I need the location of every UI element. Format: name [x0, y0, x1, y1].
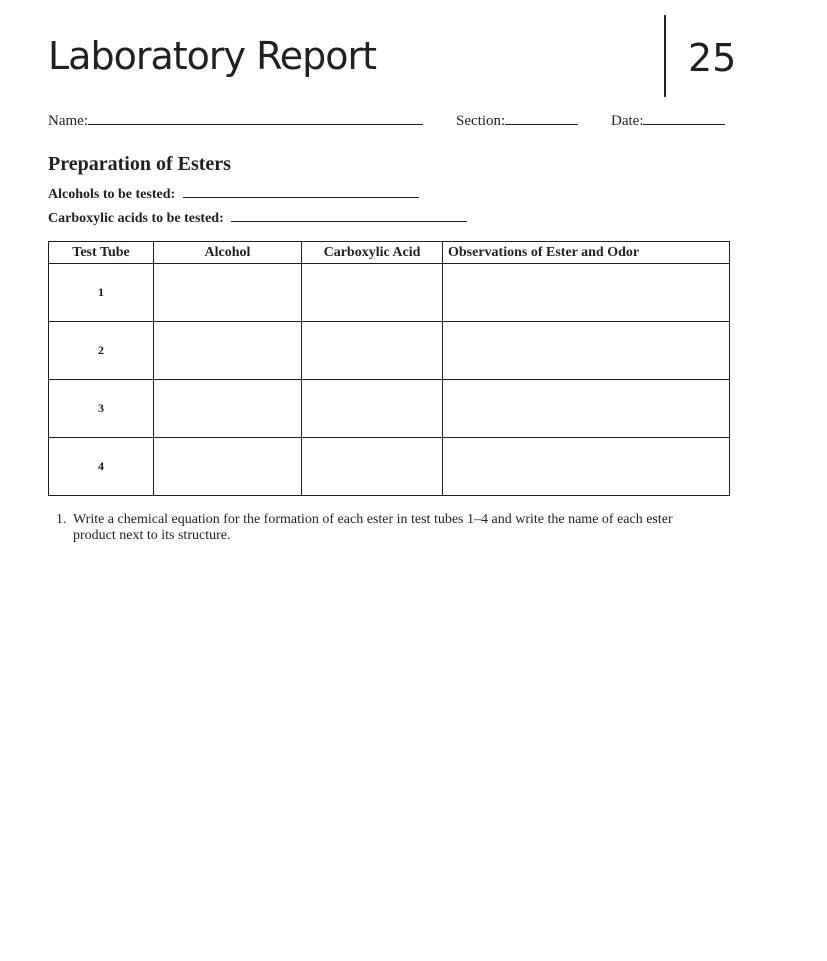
acid-cell[interactable] — [302, 322, 443, 380]
table-row — [49, 438, 730, 496]
alcohol-cell[interactable] — [154, 438, 302, 496]
alcohols-blank[interactable] — [183, 183, 419, 198]
observations-cell[interactable] — [443, 322, 730, 380]
tube-number: 2 — [49, 322, 154, 380]
table-header-row — [49, 242, 730, 264]
alcohol-cell[interactable] — [154, 322, 302, 380]
chapter-number: 25 — [688, 36, 737, 80]
table-row — [49, 264, 730, 322]
acid-cell[interactable] — [302, 264, 443, 322]
acid-cell[interactable] — [302, 438, 443, 496]
name-field — [48, 110, 423, 130]
question-number: 1. — [56, 512, 67, 527]
acids-blank[interactable] — [231, 207, 467, 222]
tube-number: 4 — [49, 438, 154, 496]
alcohols-label: Alcohols to be tested: — [48, 187, 176, 202]
date-field — [611, 110, 725, 130]
col-test-tube: Test Tube — [49, 242, 154, 264]
section-label: Section: — [456, 113, 506, 129]
col-observations: Observations of Ester and Odor — [443, 242, 730, 264]
report-title: Laboratory Report — [48, 34, 377, 78]
header-divider — [664, 15, 666, 97]
name-label: Name: — [48, 113, 88, 129]
alcohol-cell[interactable] — [154, 380, 302, 438]
ester-table — [48, 241, 730, 496]
acid-cell[interactable] — [302, 380, 443, 438]
observations-cell[interactable] — [443, 264, 730, 322]
acids-label: Carboxylic acids to be tested: — [48, 211, 224, 226]
col-carboxylic-acid: Carboxylic Acid — [302, 242, 443, 264]
section-heading: Preparation of Esters — [48, 153, 231, 175]
col-alcohol: Alcohol — [154, 242, 302, 264]
observations-cell[interactable] — [443, 380, 730, 438]
tube-number: 3 — [49, 380, 154, 438]
table-row — [49, 322, 730, 380]
question-text: Write a chemical equation for the formation of each ester in test tubes 1–4 and write the name of each ester product next to its structure. — [73, 512, 673, 543]
tube-number: 1 — [49, 264, 154, 322]
name-blank[interactable] — [88, 110, 423, 125]
table-row — [49, 380, 730, 438]
date-blank[interactable] — [643, 110, 725, 125]
date-label: Date: — [611, 113, 644, 129]
section-field — [456, 110, 578, 130]
observations-cell[interactable] — [443, 438, 730, 496]
acids-line — [48, 207, 467, 227]
alcohols-line — [48, 183, 419, 203]
alcohol-cell[interactable] — [154, 264, 302, 322]
question-1 — [56, 512, 706, 544]
section-blank[interactable] — [505, 110, 578, 125]
